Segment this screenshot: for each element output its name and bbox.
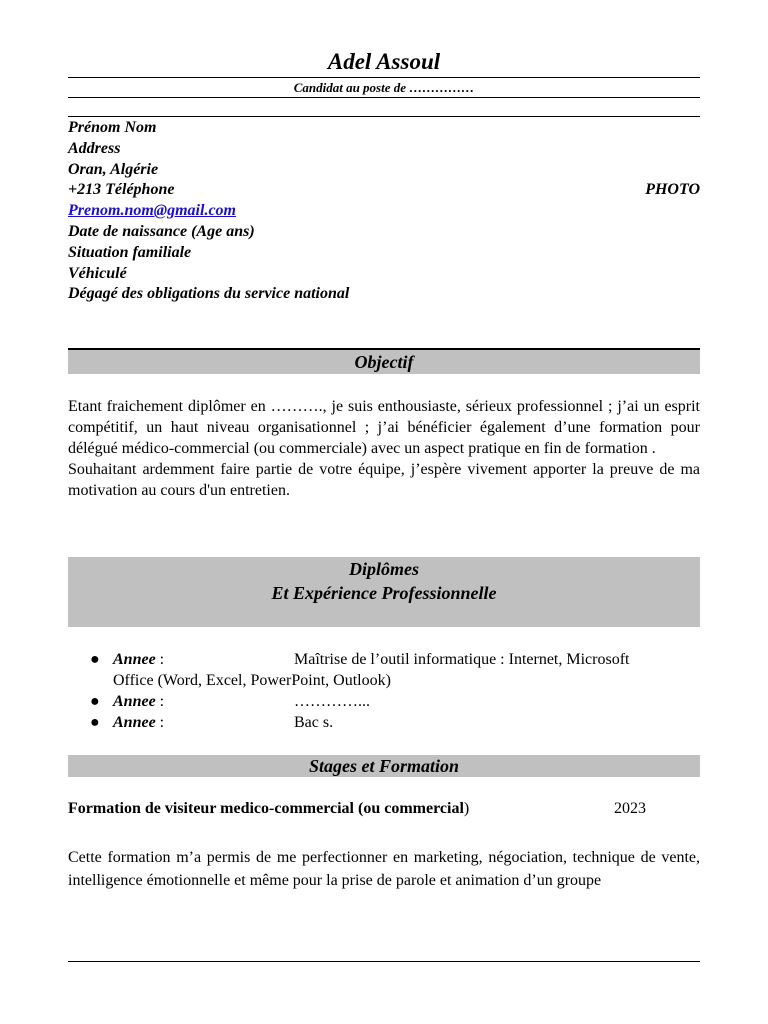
photo-placeholder: PHOTO [645, 181, 700, 198]
diplomes-list [68, 649, 700, 733]
diplome-item-value: …………... [294, 693, 370, 710]
diplome-item-label: Annee [113, 651, 156, 668]
contact-birthdate: Date de naissance (Age ans) [68, 222, 255, 240]
objectif-heading: Objectif [68, 350, 700, 374]
diplome-item-sep: : [155, 651, 165, 668]
diplome-item-continuation: Office (Word, Excel, PowerPoint, Outlook) [113, 672, 391, 689]
stage-formation-title [68, 798, 700, 819]
diplome-item-label: Annee [113, 714, 156, 731]
diplomes-heading [68, 557, 700, 627]
diplome-item-label: Annee [113, 693, 156, 710]
diplome-item-value: Bac s. [294, 714, 334, 731]
objectif-paragraph-1: Etant fraichement diplômer en ………., je suis enthousiaste, sérieux professionnel ; j’ai un esprit compétitif, un haut niveau organisationnel ; j’ai bénéficier également d’une formation pour délégué médico-commercial (ou commerciale) avec un aspect pratique en fin de formation . [68, 398, 700, 457]
header-rule-middle [68, 97, 700, 98]
diplomes-heading-line-1: Diplômes [349, 559, 419, 579]
stage-description [68, 846, 700, 892]
footer-rule [68, 961, 700, 962]
contact-name: Prénom Nom [68, 119, 157, 136]
stage-formation-name: Formation de visiteur medico-commercial (ou commercial [68, 800, 464, 817]
diplome-item-sep: : [155, 714, 165, 731]
contact-military-status: Dégagé des obligations du service national [68, 285, 350, 303]
candidate-name: Adel Assoul [327, 49, 441, 74]
stage-formation-paren: ) [463, 800, 470, 817]
stages-heading: Stages et Formation [68, 755, 700, 777]
stage-formation-year: 2023 [614, 800, 646, 817]
header-rule-top [68, 77, 700, 78]
diplome-item-value: Maîtrise de l’outil informatique : Internet, Microsoft [294, 651, 630, 668]
contact-vehicle: Véhiculé [68, 264, 127, 282]
diplome-item-1 [68, 649, 700, 691]
contact-family-status: Situation familiale [68, 243, 192, 261]
bullet-icon: ● [90, 651, 100, 668]
bullet-icon: ● [90, 693, 100, 710]
contact-address: Address [68, 139, 121, 157]
diplome-item-2 [68, 691, 700, 712]
contact-block [68, 118, 700, 305]
contact-phone: +213 Téléphone [68, 181, 175, 199]
diplomes-heading-line-2: Et Expérience Professionnelle [271, 583, 497, 603]
contact-email-line [68, 201, 700, 222]
diplome-item-sep: : [155, 693, 165, 710]
stage-description-text: Cette formation m’a permis de me perfectionner en marketing, négociation, technique de vente, intelligence émotionnelle et même pour la prise de parole et animation d’un groupe [68, 849, 700, 889]
contact-city: Oran, Algérie [68, 160, 159, 178]
objectif-paragraph-2: Souhaitant ardemment faire partie de votre équipe, j’espère vivement apporter la preuve de ma motivation au cours d'un entretien. [68, 461, 700, 499]
bullet-icon: ● [90, 714, 100, 731]
candidate-subtitle: Candidat au poste de …………… [293, 80, 475, 95]
diplome-item-3 [68, 712, 700, 733]
contact-email-link[interactable]: Prenom.nom@gmail.com [68, 202, 236, 220]
objectif-text [68, 396, 700, 501]
header-rule-bottom [68, 116, 700, 117]
